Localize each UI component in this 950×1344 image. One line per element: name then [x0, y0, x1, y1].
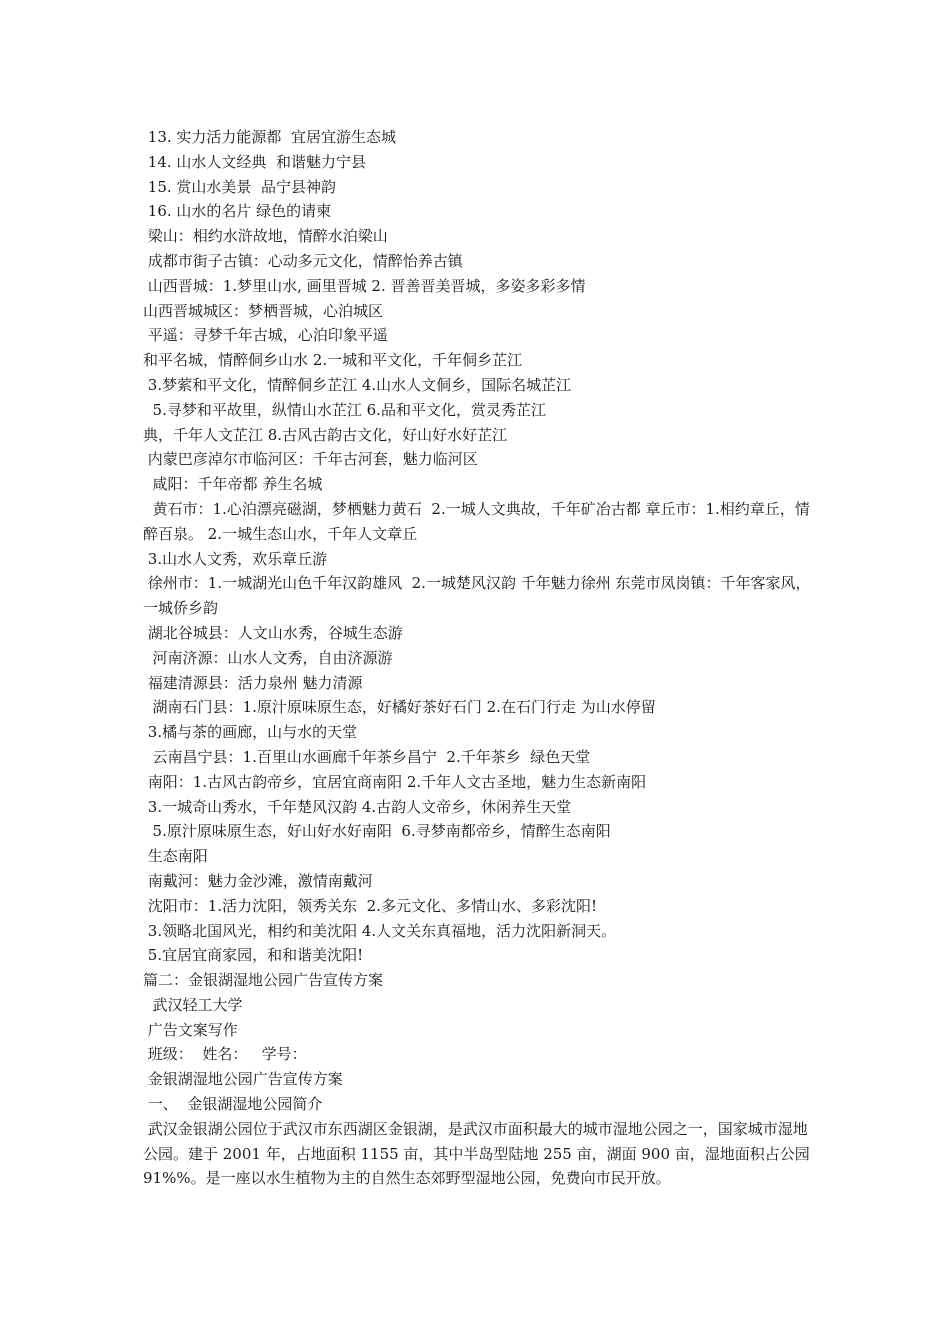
text-line: 3.橘与茶的画廊，山与水的天堂: [143, 723, 358, 742]
text-line: 生态南阳: [143, 847, 208, 866]
text-line: 武汉轻工大学: [143, 995, 243, 1014]
text-line: 14. 山水人文经典 和谐魅力宁县: [143, 152, 366, 171]
text-line: 山西晋城：1.梦里山水, 画里晋城 2. 晋善晋美晋城，多姿多彩多情: [143, 276, 586, 295]
text-line: 13. 实力活力能源都 宜居宜游生态城: [143, 128, 396, 146]
text-line: 5.寻梦和平故里，纵情山水芷江 6.品和平文化，赏灵秀芷江: [143, 400, 546, 419]
text-line: 福建清源县：活力泉州 魅力清源: [143, 673, 363, 692]
text-line: 典，千年人文芷江 8.古风古韵古文化，好山好水好芷江: [143, 425, 508, 444]
text-paragraph: 武汉金银湖公园位于武汉市东西湖区金银湖，是武汉市面积最大的城市湿地公园之一，国家城市湿地公园。建于 2001 年，占地面积 1155 亩，其中半岛型陆地 255 亩，湖面 900 亩，湿地面积占公园 91%%。是一座以水生植物为主的自然生态郊野型湿地公园，免费向市民开放。: [143, 1119, 815, 1188]
text-line: 山西晋城城区：梦栖晋城，心泊城区: [143, 301, 384, 320]
text-line: 成都市街子古镇：心动多元文化，情醉怡养古镇: [143, 251, 463, 270]
section-heading: 篇二：金银湖湿地公园广告宣传方案: [143, 971, 384, 990]
text-line: 梁山：相约水浒故地，情醉水泊梁山: [143, 227, 388, 246]
text-line: 云南昌宁县：1.百里山水画廊千年茶乡昌宁 2.千年茶乡 绿色天堂: [143, 747, 591, 766]
text-line: 河南济源：山水人文秀，自由济源游: [143, 648, 393, 667]
text-line: 班级： 姓名： 学号：: [143, 1045, 307, 1064]
text-paragraph: 徐州市：1.一城湖光山色千年汉韵雄风 2.一城楚风汉韵 千年魅力徐州 东莞市凤岗镇：千年客家风，一城侨乡韵: [143, 574, 811, 618]
text-line: 广告文案写作: [143, 1020, 238, 1039]
text-line: 5.宜居宜商家园，和和谐美沈阳!: [143, 946, 364, 965]
text-line: 湖南石门县：1.原汁原味原生态，好橘好茶好石门 2.在石门行走 为山水停留: [143, 698, 656, 717]
text-line: 金银湖湿地公园广告宣传方案: [143, 1070, 343, 1089]
text-line: 5.原汁原味原生态，好山好水好南阳 6.寻梦南都帝乡，情醉生态南阳: [143, 822, 611, 841]
text-line: 3.一城奇山秀水，千年楚风汉韵 4.古韵人文帝乡，休闲养生天堂: [143, 797, 572, 816]
text-line: 平遥：寻梦千年古城，心泊印象平遥: [143, 326, 388, 345]
text-line: 3.领略北国风光，相约和美沈阳 4.人文关东真福地，活力沈阳新洞天。: [143, 921, 617, 940]
text-line: 南戴河：魅力金沙滩，激情南戴河: [143, 871, 373, 890]
text-line: 内蒙巴彦淖尔市临河区：千年古河套，魅力临河区: [143, 450, 478, 469]
document-page: [143, 125, 815, 1191]
text-line: 南阳：1.古风古韵帝乡，宜居宜商南阳 2.千年人文古圣地，魅力生态新南阳: [143, 772, 647, 791]
text-line: 16. 山水的名片 绿色的请柬: [143, 202, 332, 221]
text-line: 15. 赏山水美景 品宁县神韵: [143, 177, 336, 196]
text-line: 沈阳市：1.活力沈阳，领秀关东 2.多元文化、多情山水、多彩沈阳!: [143, 896, 597, 915]
text-line: 3.山水人文秀，欢乐章丘游: [143, 549, 328, 568]
text-line: 3.梦萦和平文化，情醉侗乡芷江 4.山水人文侗乡，国际名城芷江: [143, 375, 572, 394]
text-paragraph: 黄石市：1.心泊漂亮磁湖，梦栖魅力黄石 2.一城人文典故，千年矿冶古都 章丘市：1.相约章丘，情醉百泉。 2.一城生态山水，千年人文章丘: [143, 499, 810, 543]
section-heading: 一、 金银湖湿地公园简介: [143, 1095, 323, 1114]
text-line: 湖北谷城县：人文山水秀，谷城生态游: [143, 623, 403, 642]
text-line: 和平名城，情醉侗乡山水 2.一城和平文化，千年侗乡芷江: [143, 351, 523, 370]
text-line: 咸阳：千年帝都 养生名城: [143, 475, 323, 494]
